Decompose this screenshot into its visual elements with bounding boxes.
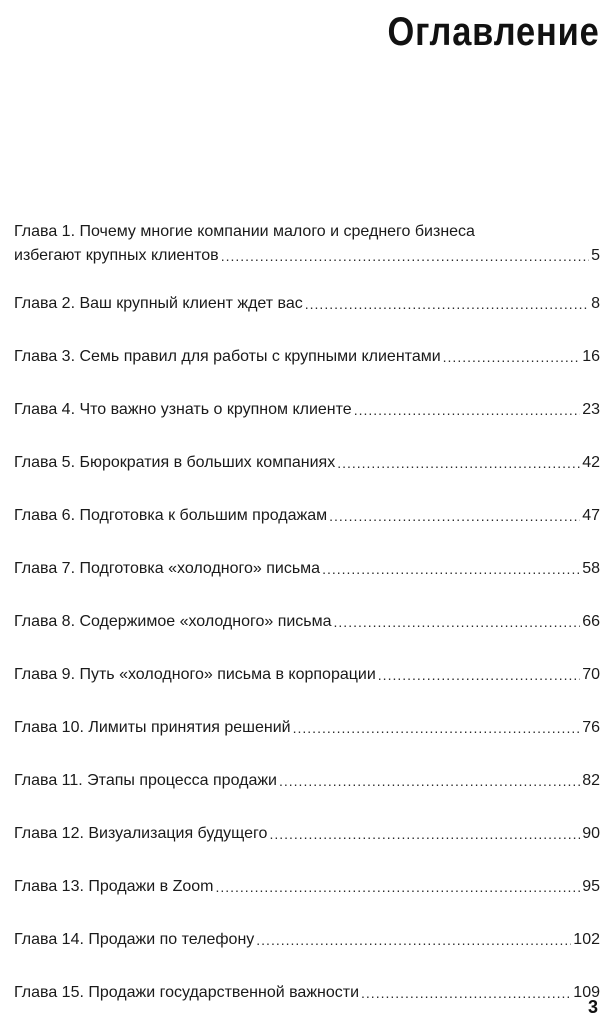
toc-entry-title: Глава 2. Ваш крупный клиент ждет вас — [14, 295, 303, 312]
toc-entry-title: Глава 3. Семь правил для работы с крупными клиентами — [14, 348, 441, 365]
toc-entry-12[interactable] — [14, 822, 600, 846]
toc-page-number: 8 — [591, 295, 600, 312]
dot-leader — [334, 614, 581, 630]
dot-leader — [221, 248, 589, 264]
toc-entry-7[interactable] — [14, 557, 600, 581]
toc-entry-6[interactable] — [14, 504, 600, 528]
toc-entry-title: Глава 14. Продажи по телефону — [14, 931, 255, 948]
toc-entry-9[interactable] — [14, 663, 600, 687]
toc-entry-title: Глава 6. Подготовка к большим продажам — [14, 507, 328, 524]
toc-entry-14[interactable] — [14, 928, 600, 952]
toc-page-number: 95 — [582, 878, 600, 895]
toc-page-number: 23 — [582, 401, 600, 418]
dot-leader — [361, 985, 571, 1001]
dot-leader — [322, 561, 580, 577]
toc-entry-4[interactable] — [14, 398, 600, 422]
toc-page-number: 5 — [591, 247, 600, 264]
dot-leader — [279, 773, 580, 789]
toc-page-number: 58 — [582, 560, 600, 577]
toc-page-number: 109 — [573, 984, 600, 1001]
dot-leader — [354, 402, 581, 418]
toc-entry-title: Глава 8. Содержимое «холодного» письма — [14, 613, 332, 630]
toc-page-number: 70 — [582, 666, 600, 683]
toc-entry-title-line1: Глава 1. Почему многие компании малого и среднего бизнеса — [14, 223, 475, 240]
toc-page-number: 16 — [582, 348, 600, 365]
toc-entry-title: Глава 10. Лимиты принятия решений — [14, 719, 291, 736]
toc-page-number: 66 — [582, 613, 600, 630]
toc-entry-3[interactable] — [14, 345, 600, 369]
toc-page-number: 102 — [573, 931, 600, 948]
toc-entry-title: Глава 7. Подготовка «холодного» письма — [14, 560, 321, 577]
toc-entry-5[interactable] — [14, 451, 600, 475]
dot-leader — [337, 455, 580, 471]
toc-entry-title: Глава 15. Продажи государственной важности — [14, 984, 360, 1001]
toc-entry-15[interactable] — [14, 981, 600, 1005]
dot-leader — [293, 720, 581, 736]
toc-page-number: 90 — [582, 825, 600, 842]
toc-entry-title: Глава 4. Что важно узнать о крупном клиенте — [14, 401, 352, 418]
toc-page-number: 47 — [582, 507, 600, 524]
dot-leader — [269, 826, 580, 842]
toc-entry-title: Глава 9. Путь «холодного» письма в корпорации — [14, 666, 376, 683]
dot-leader — [256, 932, 571, 948]
toc-entry-1[interactable] — [14, 220, 600, 270]
dot-leader — [215, 879, 580, 895]
page-number: 3 — [587, 997, 598, 1017]
dot-leader — [378, 667, 580, 683]
toc-page-number: 42 — [582, 454, 600, 471]
dot-leader — [329, 508, 580, 524]
toc-entry-title: Глава 12. Визуализация будущего — [14, 825, 268, 842]
toc-entry-13[interactable] — [14, 875, 600, 899]
toc-entry-8[interactable] — [14, 610, 600, 634]
toc-page-number: 76 — [582, 719, 600, 736]
toc-entry-title: Глава 13. Продажи в Zoom — [14, 878, 214, 895]
table-of-contents — [14, 220, 600, 1005]
toc-entry-2[interactable] — [14, 292, 600, 316]
toc-entry-title: Глава 5. Бюрократия в больших компаниях — [14, 454, 336, 471]
dot-leader — [443, 349, 581, 365]
page-title: Оглавление — [387, 10, 600, 54]
toc-entry-10[interactable] — [14, 716, 600, 740]
dot-leader — [305, 296, 589, 312]
toc-entry-title: Глава 11. Этапы процесса продажи — [14, 772, 277, 789]
toc-entry-11[interactable] — [14, 769, 600, 793]
toc-entry-title: избегают крупных клиентов — [14, 247, 219, 264]
toc-page-number: 82 — [582, 772, 600, 789]
